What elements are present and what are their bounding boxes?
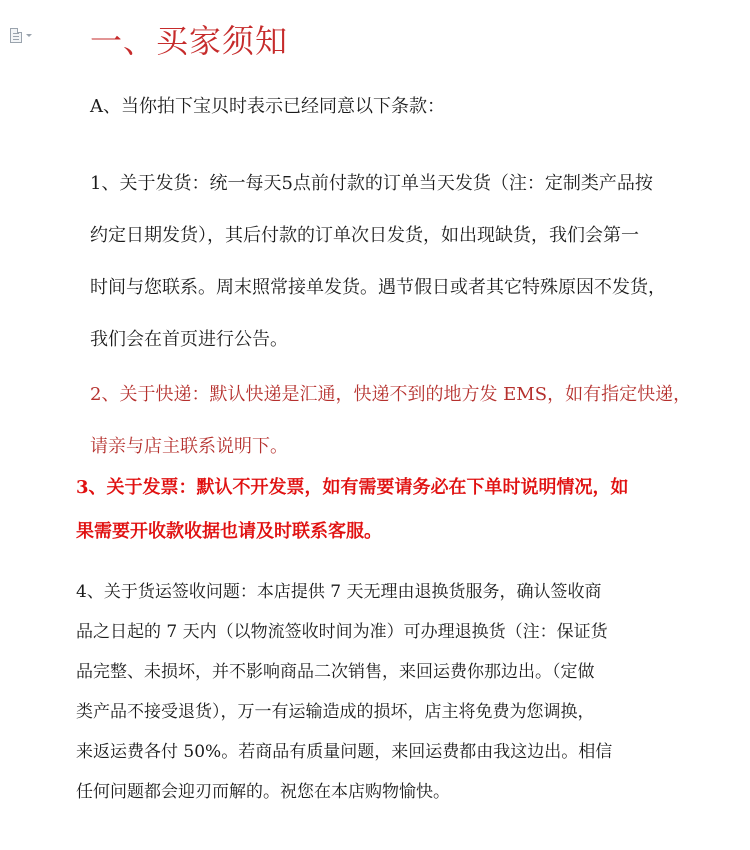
- paragraph-line: 4、关于货运签收问题：本店提供 7 天无理由退换货服务，确认签收商: [76, 582, 602, 602]
- paragraph-line: 1、关于发货：统一每天5点前付款的订单当天发货（注：定制类产品按: [90, 173, 653, 194]
- paragraph-line: 3、关于发票：默认不开发票，如有需要请务必在下单时说明情况，如: [76, 477, 629, 498]
- paragraph-line: 类产品不接受退货），万一有运输造成的损坏，店主将免费为您调换，: [76, 702, 595, 722]
- paragraph-line: 来返运费各付 50%。若商品有质量问题，来回运费都由我这边出。相信: [76, 742, 613, 762]
- paragraph-line: 2、关于快递：默认快递是汇通，快递不到的地方发 EMS，如有指定快递，: [90, 384, 692, 405]
- paragraph-marker[interactable]: [10, 28, 40, 46]
- document-icon: [10, 28, 22, 43]
- paragraph-line: 任何问题都会迎刃而解的。祝您在本店购物愉快。: [76, 782, 450, 802]
- invoice-paragraph: [76, 466, 629, 554]
- paragraph-line: 我们会在首页进行公告。: [90, 329, 288, 350]
- paragraph-line: 约定日期发货），其后付款的订单次日发货，如出现缺货，我们会第一: [90, 225, 639, 246]
- returns-paragraph: [76, 572, 612, 812]
- page-title: 一、买家须知: [90, 22, 289, 60]
- paragraph-line: 品完整、未损坏，并不影响商品二次销售，来回运费你那边出。（定做: [76, 662, 595, 682]
- paragraph-line: 时间与您联系。周末照常接单发货。遇节假日或者其它特殊原因不发货，: [90, 277, 666, 298]
- chevron-down-icon: [26, 34, 32, 37]
- paragraph-line: 果需要开收款收据也请及时联系客服。: [76, 521, 382, 542]
- shipping-paragraph: [90, 158, 666, 366]
- paragraph-line: 品之日起的 7 天内（以物流签收时间为准）可办理退换货（注：保证货: [76, 622, 608, 642]
- courier-paragraph: [90, 369, 691, 473]
- paragraph-line: 请亲与店主联系说明下。: [90, 436, 288, 457]
- intro-text: A、当你拍下宝贝时表示已经同意以下条款：: [90, 96, 445, 117]
